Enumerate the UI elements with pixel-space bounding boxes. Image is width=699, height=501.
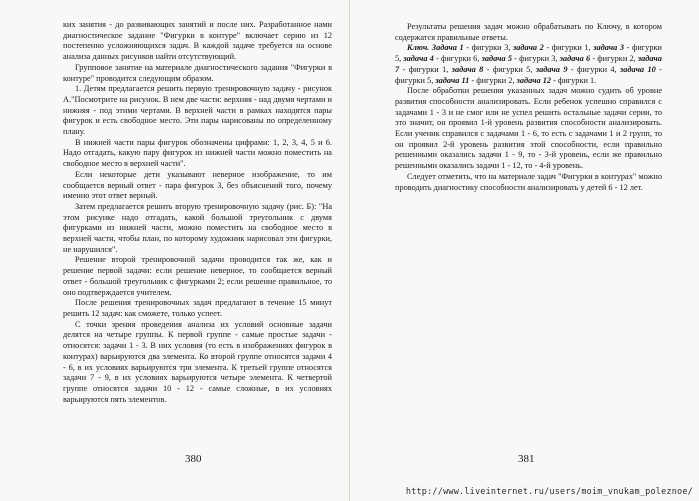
paragraph: Затем предлагается решить вторую тренировочную задачу (рис. Б): "На этом рисунке надо отгадать, какой большой треугольник с двумя фигурками из нижней части, можно поместить на свободное место в верхней части, чтобы план, по которому художник нарисовал эти фигурки, не нарушился". [63,201,332,254]
key-answer: - фигурки 2, [590,54,638,64]
key-label: Ключ. [407,43,430,53]
key-answer: - фигурки 3, [511,54,560,64]
key-task: задача 2 [513,43,544,53]
key-task: Задача 1 [431,43,464,53]
paragraph: С точки зрения проведения анализа их условий основные задачи делятся на четыре группы. К первой группе - самые простые задачи - относятся: задачи 1 - 3. В них условия (то есть в изображениях фигурок в контурах) варьируются два элемента. Ко второй группе относятся задачи 4 - 6, в их условиях варьируются три элемента. К третьей группе относятся задачи 7 - 9, в их условиях варьируются четыре элемента. К четвертой группе относятся задачи 10 - 12 - самые сложные, в их условиях варьируются пять элементов. [63,319,332,404]
paragraph: Если некоторые дети указывают неверное изображение, то им сообщается верный ответ - пара фигурок 3, без объяснений того, почему именно этот ответ верный. [63,169,332,201]
key-answer: - фигурки 4, [567,64,621,74]
key-task: задача 9 [535,64,568,74]
paragraph: После решения тренировочных задач предлагают в течение 15 минут решить 12 задач: как сможете, только успеет. [63,298,332,318]
key-answer: - фигурки 5, [395,43,662,64]
key-task: задача 3 [593,43,624,53]
left-text-column [63,20,332,405]
paragraph: Групповое занятие на материале диагностического задания "Фигурки в контуре" проводится следующим образом. [63,62,332,83]
key-task: задача 7 [395,54,662,74]
paragraph: Результаты решения задач можно обрабатывать по Ключу, в котором содержатся правильные ответы. [395,22,662,42]
paragraph: 1. Детям предлагается решить первую тренировочную задачу - рисунок А."Посмотрите на рисунок. В нем две части: верхняя - над двумя чертами и нижняя - под этими чертами. В верхней части в рамках находятся пары фигурок и есть свободное место. Эти пары нарисованы по определенному плану. [63,84,332,137]
key-entries [395,43,662,84]
paragraph: Решение второй тренировочной задачи проводится так же, как и решение первой задачи: если решение неверное, то сообщается верный ответ - большой треугольник с фигурками 2; если решение правильное, то оно подтверждается учителем. [63,255,332,297]
key-answer: - фигурки 6, [433,54,482,64]
key-task: задача 11 [435,75,470,85]
key-answer: - фигурки 2, [469,75,517,85]
page-number: 380 [185,453,202,465]
paragraph: После обработки решения указанных задач можно судить об уровне развития способности анализировать. Если ребенок успешно справился с задачами 1 - 3 и не смог или не успел решить остальные задачи серии, то это значит, он проявил 1-й уровень развития способности анализировать. Если ученик справился с задачами 1 - 6, то есть с задачами 1 и 2 групп, то он проявил 2-й уровень развития этой способности, если правильно решенными оказались задачи 1 - 9, то - 3-й уровень, если же правильно решенными оказались задачи 1 - 12, то - 4-й уровень. [395,86,662,171]
page-number: 381 [518,453,535,465]
key-answer: - фигурки 5, [395,64,662,85]
key-answer: - фигурки 1, [399,64,452,74]
paragraph: ких занятия - до развивающих занятий и после них. Разработанное нами диагностическое задание "Фигурки в контуре" включает серию из 12 постепенно усложняющихся задач. В каждой задаче требуется на основе анализа данных рисунков найти отсутствующий. [63,20,332,62]
key-answer: - фигурки 3, [463,43,514,53]
key-task: задача 5 [481,54,512,64]
paragraph: Следует отметить, что на материале задач "Фигурки в контурах" можно проводить диагностику способности анализировать у детей 6 - 12 лет. [395,171,662,192]
key-task: задача 6 [559,54,591,64]
key-task: задача 12 [516,75,552,85]
paragraph: В нижней части пары фигурок обозначены цифрами: 1, 2, 3, 4, 5 и 6. Надо отгадать, какую пару фигурок из нижней части можно поместить на свободное место в верхней части". [63,137,332,169]
key-task: задача 8 [451,64,484,74]
key-answer: - фигурки 1. [551,75,597,85]
answer-key [395,43,662,86]
key-answer: - фигурки 1, [543,43,594,53]
key-answer: - фигурки 5, [483,64,536,74]
key-task: задача 10 [620,64,656,74]
right-page [350,0,699,501]
key-task: задача 4 [403,54,434,64]
right-text-column [395,22,662,193]
watermark-url: http://www.liveinternet.ru/users/moim_vnukam_poleznoe/ [405,487,693,497]
